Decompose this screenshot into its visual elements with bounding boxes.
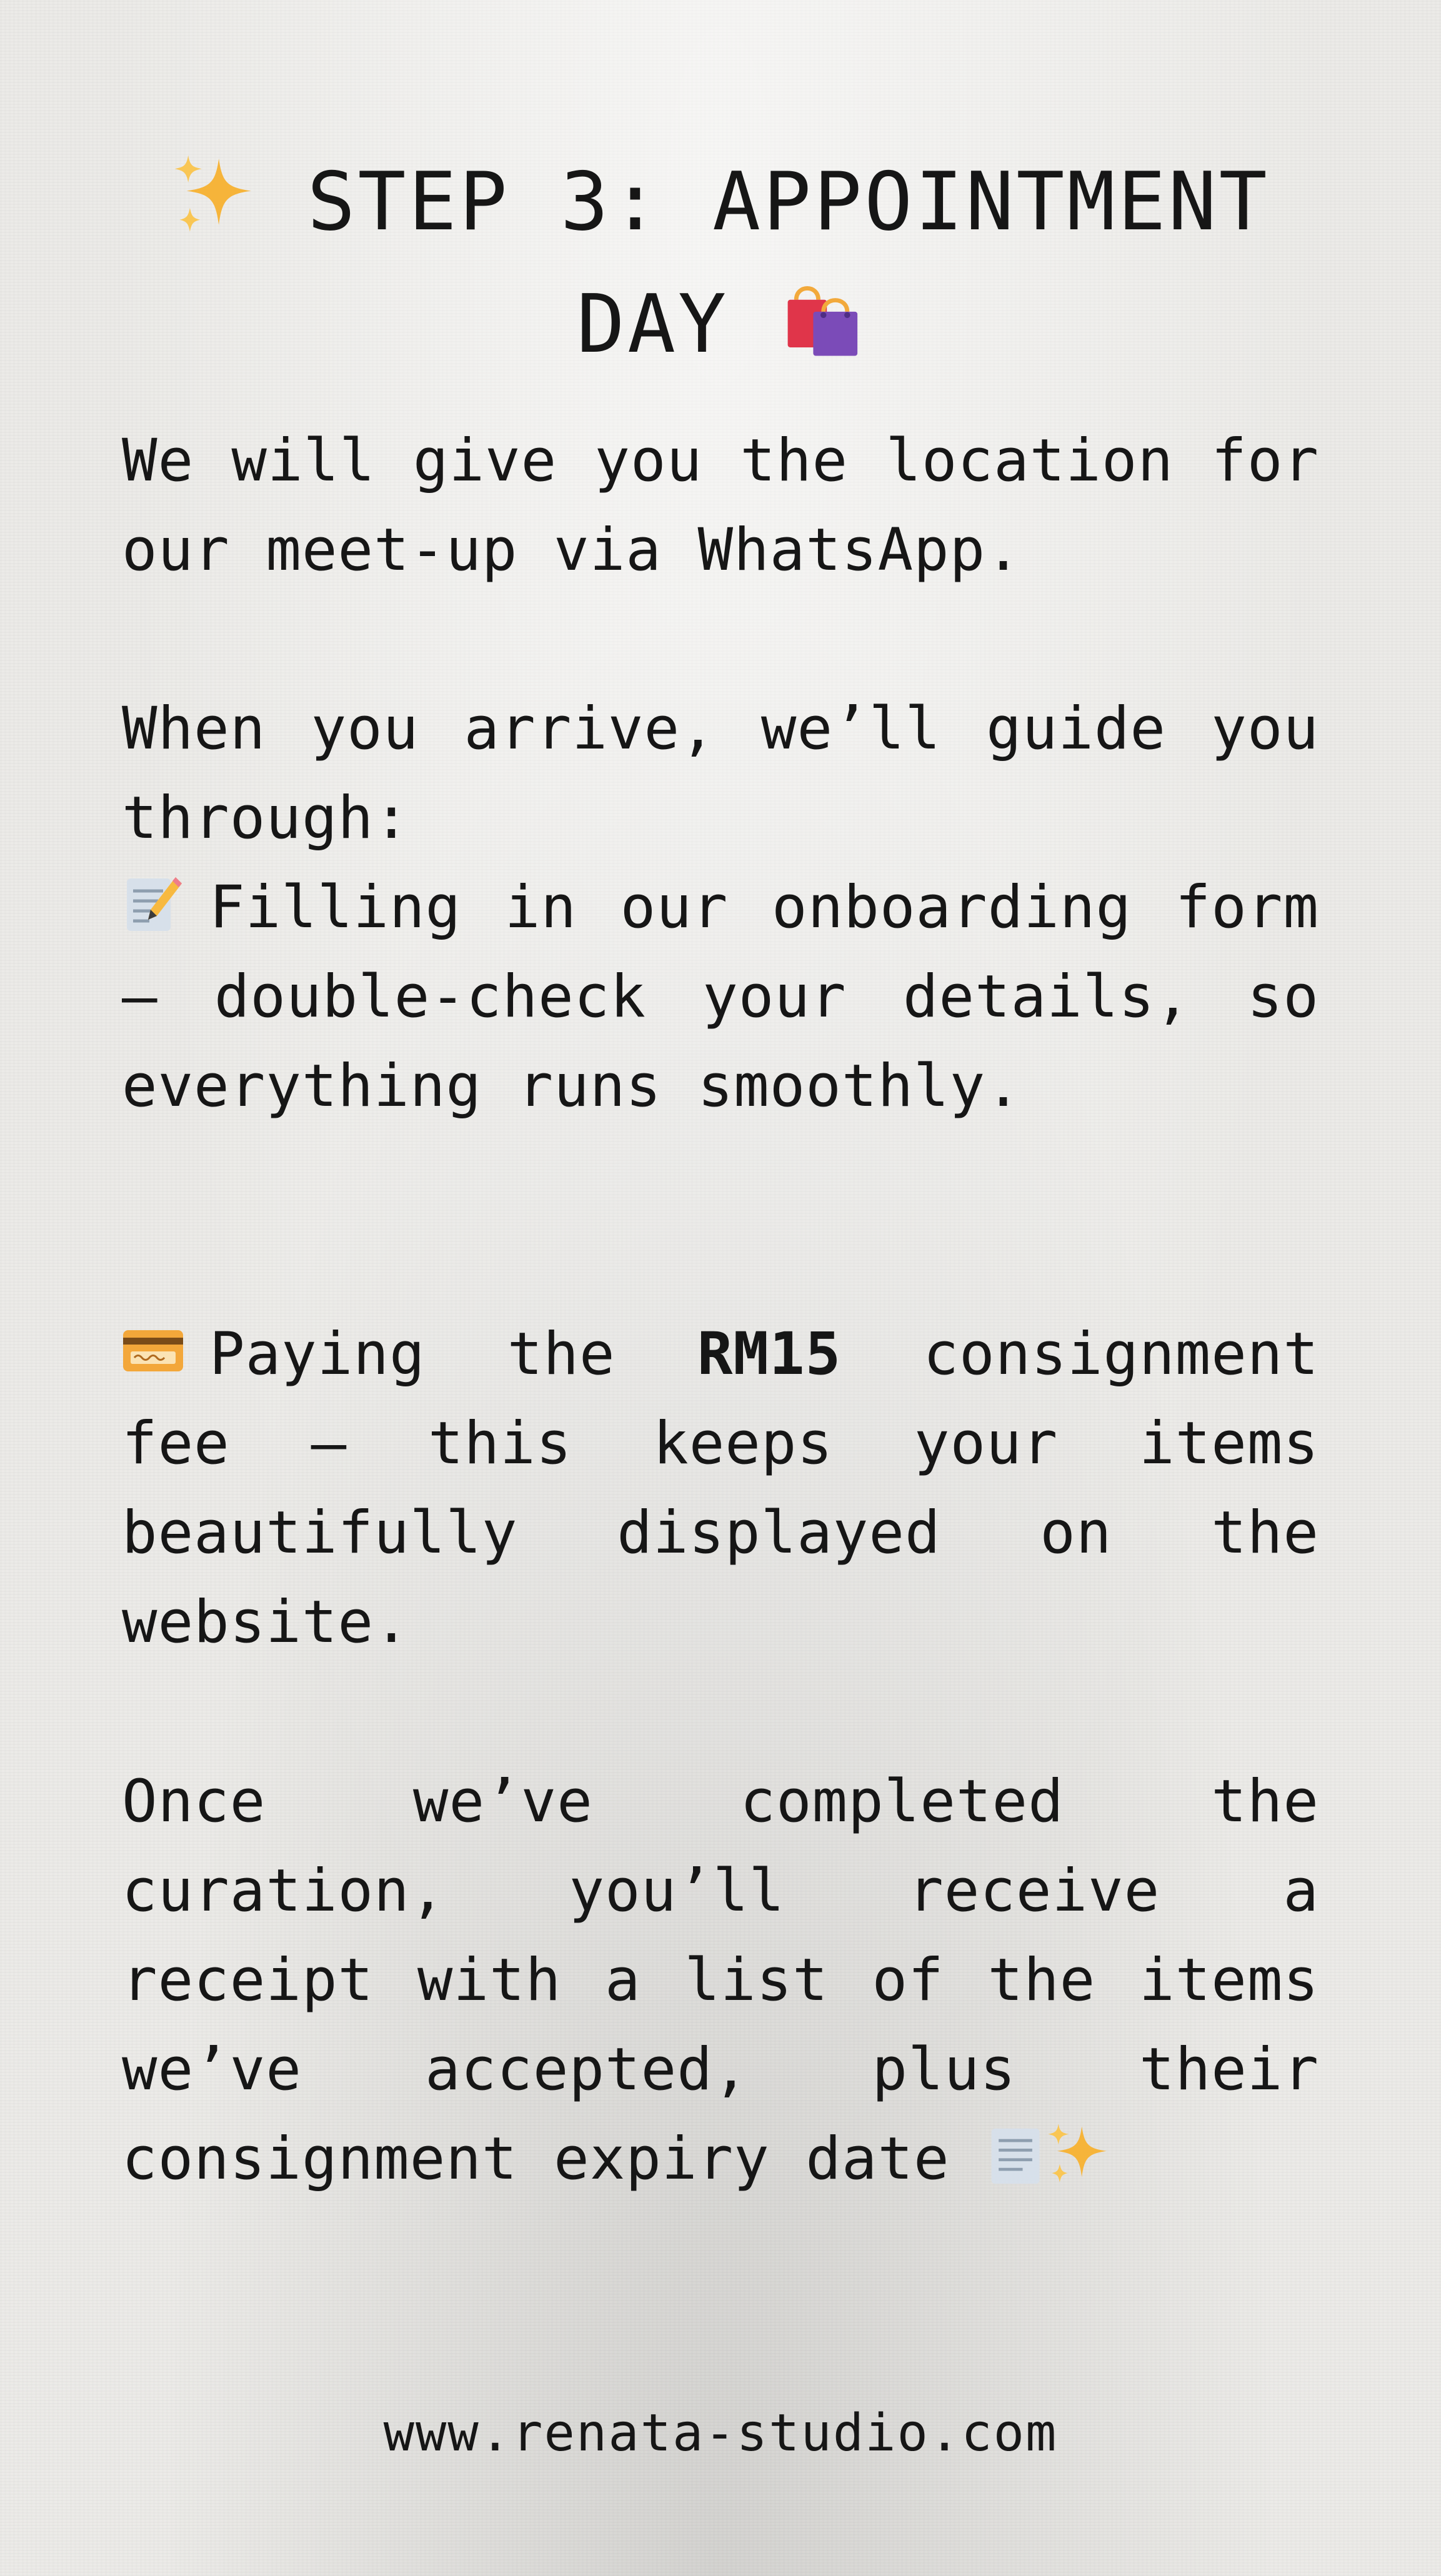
guide-intro: When you arrive, we’ll guide you through: <box>122 695 1319 852</box>
list-item-text: Filling in our onboarding form – double-check your details, so everything runs smoothly. <box>122 873 1319 1120</box>
closing-text: Once we’ve completed the curation, you’ll receive a receipt with a list of the items we’ve accepted, plus their consignment expiry date <box>122 1768 1319 2193</box>
website-link[interactable]: www.renata-studio.com <box>383 2404 1058 2463</box>
shopping-bags-icon <box>779 274 864 390</box>
credit-card-icon <box>122 1317 184 1380</box>
sparkles-icon <box>171 152 256 267</box>
page-title-text: STEP 3: APPOINTMENT DAY <box>307 156 1270 371</box>
sparkles-icon <box>1045 2121 1110 2211</box>
fee-text-before: Paying the <box>209 1320 697 1388</box>
list-item-consignment-fee <box>122 1310 1319 1667</box>
closing-paragraph <box>122 1757 1319 2211</box>
guide-section <box>122 684 1319 1131</box>
fee-text-after: consignment fee – this keeps your items beautifully displayed on the website. <box>122 1320 1319 1656</box>
intro-paragraph: We will give you the location for our meet-up via WhatsApp. <box>122 427 1319 584</box>
document-icon <box>985 2122 1045 2211</box>
fee-amount: RM15 <box>697 1320 842 1388</box>
memo-icon <box>122 870 184 933</box>
page-title <box>122 145 1319 390</box>
list-item-onboarding-form <box>122 863 1319 1131</box>
